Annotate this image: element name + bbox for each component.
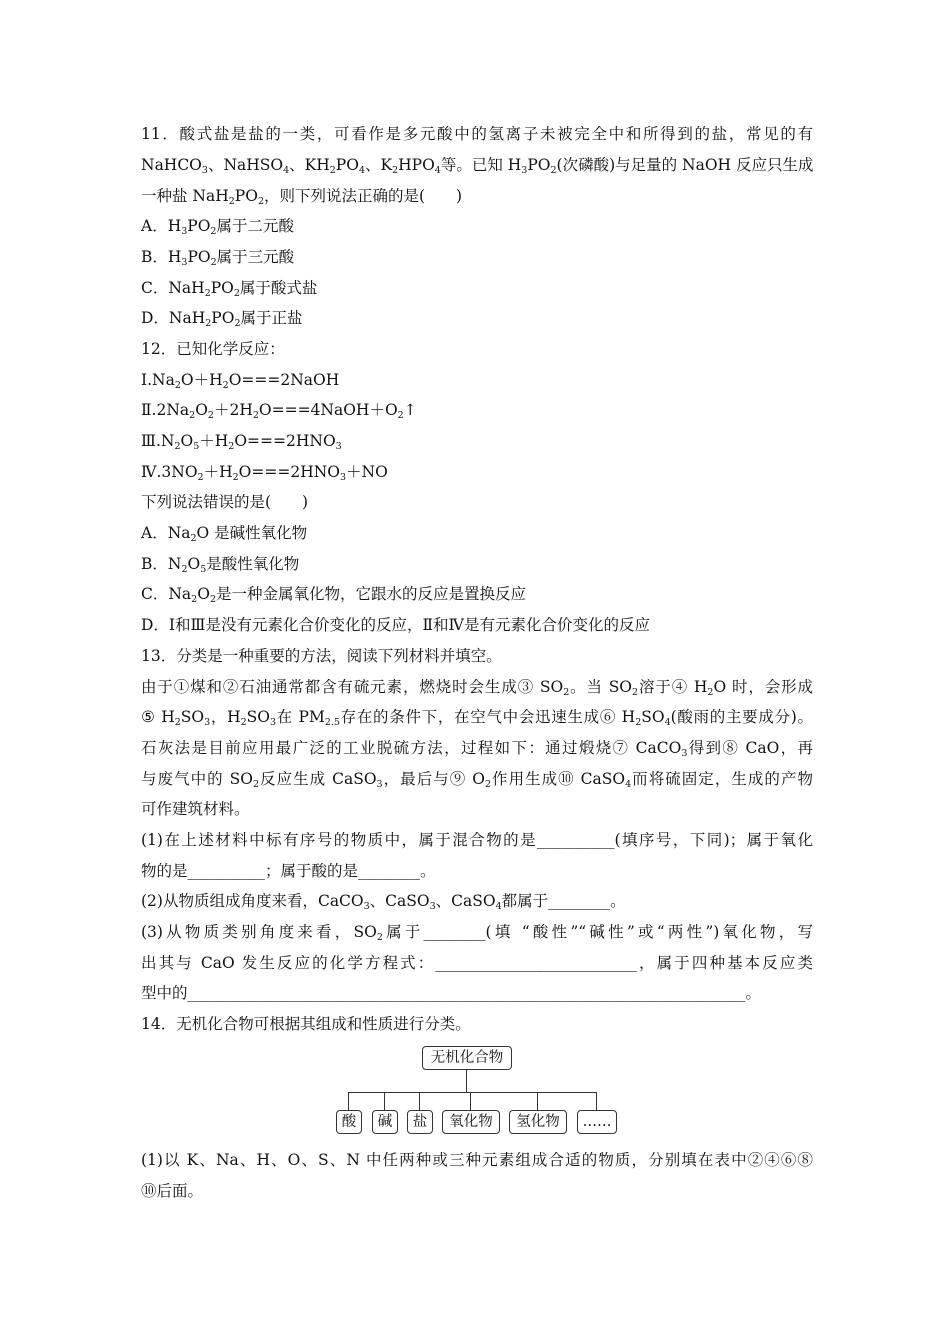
q13-question-1-cont: 物的是__________；属于酸的是________。 — [141, 862, 436, 880]
subscript: 2 — [329, 165, 336, 176]
subscript: 4 — [434, 165, 441, 176]
q13-para-3: 石灰法是目前应用最广泛的工业脱硫方法，过程如下：通过煅烧⑦ CaCO$_3$得到⑧ CaO，再 — [141, 739, 813, 759]
q12-option-d: D．Ⅰ和Ⅲ是没有元素化合价变化的反应，Ⅱ和Ⅳ是有元素化合价变化的反应 — [141, 616, 651, 634]
q12-reaction-2: $Ⅱ.2Na_2O_2+2H_2O===4NaOH+O_2↑$ — [141, 401, 417, 421]
subscript: 3 — [335, 441, 342, 452]
q12-ask: 下列说法错误的是( ) — [141, 493, 309, 511]
subscript: 2 — [222, 380, 229, 391]
diagram-drop-line — [596, 1092, 597, 1110]
q11-line1: 11．酸式盐是盐的一类，可看作是多元酸中的氢离子未被完全中和所得到的盐，常见的有 — [141, 125, 813, 143]
subscript: 2.5 — [324, 717, 340, 728]
subscript: 2 — [257, 196, 264, 207]
diagram-drop-line — [348, 1092, 349, 1110]
subscript: 2 — [635, 717, 642, 728]
subscript: 2 — [392, 165, 399, 176]
q11-line2: NaHCO$_3$、NaHSO$_4$、$KH_2PO_4$、$K_2HPO_4$等。已知 $H_3PO_2$(次磷酸)与足量的 NaOH 反应只生成 — [141, 156, 814, 176]
subscript: 3 — [181, 257, 188, 268]
q11-option-b: B．$H_3PO_2$属于三元酸 — [141, 248, 295, 268]
diagram-child-box: …… — [577, 1110, 617, 1134]
subscript: 5 — [200, 564, 207, 575]
subscript: 3 — [429, 901, 436, 912]
subscript: 3 — [269, 717, 277, 728]
subscript: 2 — [563, 687, 570, 698]
subscript: 2 — [210, 226, 217, 237]
subscript: 3 — [681, 748, 688, 759]
q12-option-c: C．$Na_2O_2$是一种金属氧化物，它跟水的反应是置换反应 — [141, 585, 526, 605]
q13-question-3: (3)从物质类别角度来看，$SO_2$属于________(填 “酸性”“碱性”或“两性”)氧化物，写 — [141, 923, 813, 943]
q12-option-a: A．$Na_2O$ 是碱性氧化物 — [141, 524, 308, 544]
diagram-drop-line — [537, 1092, 538, 1110]
q12-reaction-4: $Ⅳ.3NO_2+H_2O===2HNO_3+NO$ — [141, 463, 388, 483]
subscript: 2 — [234, 318, 241, 329]
q14-question-1: (1)以 K、Na、H、O、S、N 中任两种或三种元素组成合适的物质，分别填在表中②④⑥⑧ — [141, 1151, 813, 1169]
q13-para-1: 由于①煤和②石油通常都含有硫元素，燃烧时会生成③ $SO_2$。当 $SO_2$溶于④ $H_2O$ 时，会形成 — [141, 678, 813, 698]
subscript: 2 — [205, 318, 212, 329]
q13-question-1: (1)在上述材料中标有序号的物质中，属于混合物的是__________(填序号，下同)；属于氧化 — [141, 831, 813, 849]
diagram-stem-line — [466, 1070, 467, 1092]
subscript: 2 — [232, 472, 239, 483]
subscript: 2 — [209, 594, 216, 605]
subscript: 4 — [625, 779, 632, 790]
q12-stem: 12．已知化学反应： — [141, 340, 285, 358]
diagram-drop-line — [384, 1092, 385, 1110]
subscript: 3 — [204, 717, 211, 728]
subscript: 3 — [376, 779, 383, 790]
diagram-child-box: 碱 — [372, 1110, 398, 1134]
subscript: 3 — [363, 901, 370, 912]
subscript: 2 — [190, 533, 197, 544]
subscript: 2 — [228, 441, 235, 452]
subscript: 2 — [252, 779, 259, 790]
q13-stem: 13．分类是一种重要的方法，阅读下列材料并填空。 — [141, 647, 502, 665]
q13-question-3-cont: 出其与 CaO 发生反应的化学方程式：__________________________，属于四种基本反应类 — [141, 954, 813, 972]
subscript: 3 — [340, 472, 347, 483]
subscript: 2 — [632, 687, 639, 698]
q11-option-d: D．$NaH_2PO_2$属于正盐 — [141, 309, 303, 329]
subscript: 3 — [201, 165, 208, 176]
subscript: 4 — [664, 717, 671, 728]
subscript: 2 — [191, 594, 198, 605]
subscript: 2 — [181, 564, 188, 575]
q11-option-a: A．$H_3PO_2$属于二元酸 — [141, 217, 294, 237]
q11-option-c: C．$NaH_2PO_2$属于酸式盐 — [141, 279, 318, 299]
subscript: 2 — [189, 410, 196, 421]
q14-stem: 14．无机化合物可根据其组成和性质进行分类。 — [141, 1015, 471, 1033]
q13-question-2: (2)从物质组成角度来看，CaCO$_3$、CaSO$_3$、CaSO$_4$都属于________。 — [141, 892, 626, 912]
q13-question-3-end: 型中的________________________________________________________________________。 — [141, 984, 762, 1002]
diagram-child-box: 酸 — [336, 1110, 362, 1134]
q12-option-b: B．$N_2O_5$是酸性氧化物 — [141, 555, 300, 575]
subscript: 4 — [495, 901, 502, 912]
subscript: 4 — [283, 165, 290, 176]
subscript: 2 — [197, 472, 204, 483]
diagram-child-box: 氢化物 — [509, 1110, 567, 1134]
subscript: 2 — [174, 717, 181, 728]
q12-reaction-1: $Ⅰ.Na_2O+H_2O===2NaOH$ — [141, 371, 340, 391]
subscript: 3 — [181, 226, 188, 237]
subscript: 2 — [210, 257, 217, 268]
subscript: 2 — [204, 288, 211, 299]
subscript: 2 — [228, 196, 235, 207]
q12-reaction-3: $Ⅲ.N_2O_5+H_2O===2HNO_3$ — [141, 432, 342, 452]
subscript: 2 — [207, 410, 214, 421]
subscript: 2 — [484, 779, 491, 790]
diagram-branch-line — [348, 1092, 596, 1093]
q13-para-2: ⑤ $H_2SO_3$，$H_2SO_3$在 $PM_{2.5}$存在的条件下，在空气中会迅速生成⑥ $H_2SO_4$(酸雨的主要成分)。 — [141, 708, 813, 728]
diagram-child-box: 氧化物 — [442, 1110, 500, 1134]
subscript: 3 — [521, 165, 528, 176]
subscript: 5 — [193, 441, 200, 452]
diagram-root-box: 无机化合物 — [422, 1046, 512, 1070]
subscript: 2 — [707, 687, 714, 698]
subscript: 2 — [174, 380, 181, 391]
diagram-drop-line — [419, 1092, 420, 1110]
subscript: 4 — [358, 165, 365, 176]
diagram-child-box: 盐 — [407, 1110, 433, 1134]
subscript: 2 — [397, 410, 404, 421]
subscript: 2 — [252, 410, 259, 421]
classification-diagram — [330, 1042, 620, 1142]
diagram-drop-line — [470, 1092, 471, 1110]
subscript: 2 — [550, 165, 557, 176]
subscript: 2 — [174, 441, 181, 452]
subscript: 2 — [376, 932, 383, 943]
q14-question-1-cont: ⑩后面。 — [141, 1182, 204, 1200]
q13-para-4: 与废气中的 $SO_2$反应生成 CaSO$_3$，最后与⑨ $O_2$作用生成⑩ CaSO$_4$而将硫固定，生成的产物 — [141, 770, 813, 790]
subscript: 2 — [233, 288, 240, 299]
subscript: 2 — [240, 717, 247, 728]
q13-para-5: 可作建筑材料。 — [141, 800, 250, 818]
q11-line3: 一种盐 $NaH_2PO_2$，则下列说法正确的是( ) — [141, 187, 463, 207]
